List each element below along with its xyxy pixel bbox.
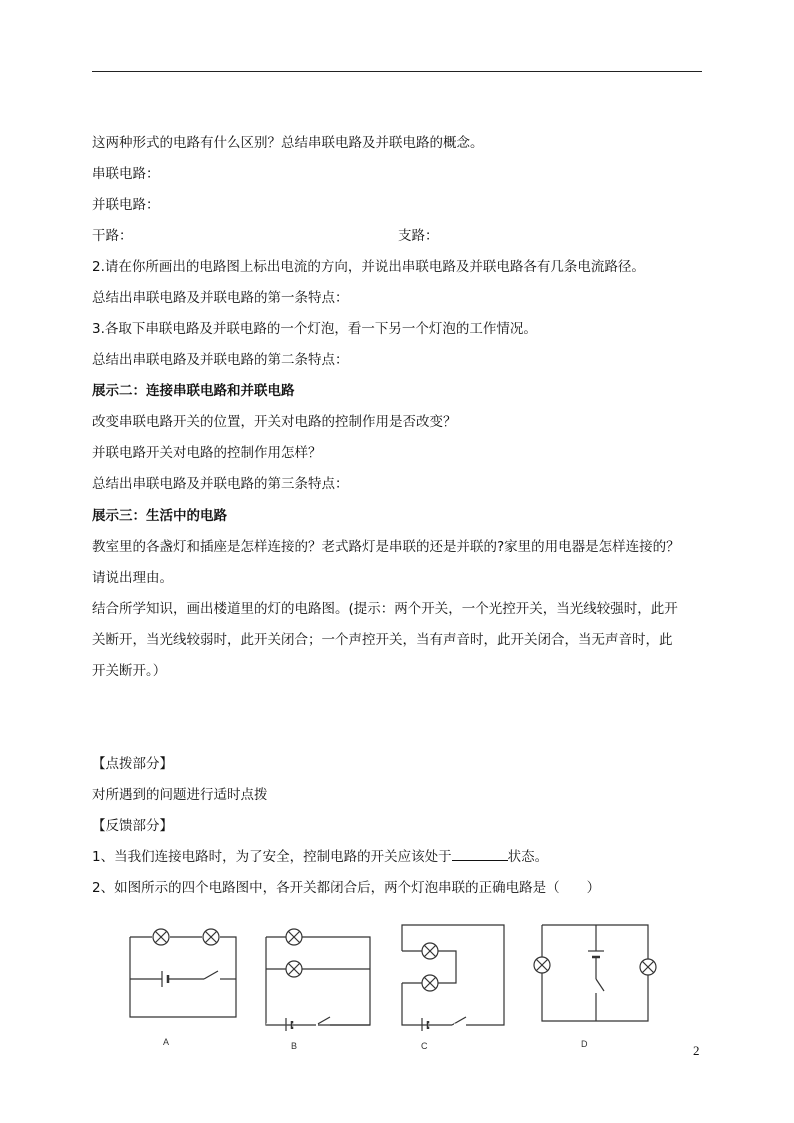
section-label-guidance: 【点拨部分】 [92,756,173,772]
circuit-diagram-b [258,921,376,1051]
question-1-text: 1、当我们连接电路时，为了安全，控制电路的开关应该处于 [92,849,452,865]
page-number: 2 [693,1043,700,1058]
paragraph-parallel-switch: 并联电路开关对电路的控制作用怎样？ [92,445,322,461]
branch-label: 支路： [398,228,439,244]
paragraph-question-difference: 这两种形式的电路有什么区别？总结串联电路及并联电路的概念。 [92,135,484,151]
diagram-label-d: D [581,1039,588,1049]
paragraph-current-direction: 2.请在你所画出的电路图上标出电流的方向，并说出串联电路及并联电路各有几条电流路径。 [92,259,645,275]
trunk-label: 干路： [92,228,133,244]
diagram-label-a: A [163,1037,170,1047]
paragraph-explain-reason: 请说出理由。 [92,570,173,586]
section-heading-show-three: 展示三：生活中的电路 [92,508,227,524]
paragraph-stairwell-3: 开关断开。） [92,663,167,679]
header-rule [92,71,702,72]
paragraph-stairwell-1: 结合所学知识，画出楼道里的灯的电路图。(提示：两个开关，一个光控开关，当光线较强时，此开 [92,601,678,617]
paragraph-remove-bulb: 3.各取下串联电路及并联电路的一个灯泡，看一下另一个灯泡的工作情况。 [92,321,537,337]
paragraph-third-feature: 总结出串联电路及并联电路的第三条特点： [92,476,349,492]
question-2: 2、如图所示的四个电路图中，各开关都闭合后，两个灯泡串联的正确电路是（ ） [92,880,601,896]
parallel-circuit-label: 并联电路： [92,197,160,213]
paragraph-second-feature: 总结出串联电路及并联电路的第二条特点： [92,352,349,368]
question-1 [92,848,548,866]
answer-blank [452,848,508,861]
question-1-tail: 状态。 [507,849,549,865]
paragraph-switch-position: 改变串联电路开关的位置，开关对电路的控制作用是否改变？ [92,414,457,430]
paragraph-stairwell-2: 关断开，当光线较弱时，此开关闭合；一个声控开关，当有声音时，此开关闭合，当无声音时，此 [92,632,673,648]
diagram-label-c: C [421,1041,428,1051]
diagram-label-b: B [291,1041,298,1051]
circuit-diagram-c [394,921,512,1051]
paragraph-guidance: 对所遇到的问题进行适时点拨 [92,787,268,803]
section-label-feedback: 【反馈部分】 [92,818,173,834]
paragraph-first-feature: 总结出串联电路及并联电路的第一条特点： [92,290,349,306]
series-circuit-label: 串联电路： [92,166,160,182]
circuit-diagram-a [124,921,242,1047]
section-heading-show-two: 展示二：连接串联电路和并联电路 [92,383,295,399]
circuit-diagram-d [530,921,660,1049]
paragraph-classroom-lights: 教室里的各盏灯和插座是怎样连接的？老式路灯是串联的还是并联的?家里的用电器是怎样连接的？ [92,539,680,555]
